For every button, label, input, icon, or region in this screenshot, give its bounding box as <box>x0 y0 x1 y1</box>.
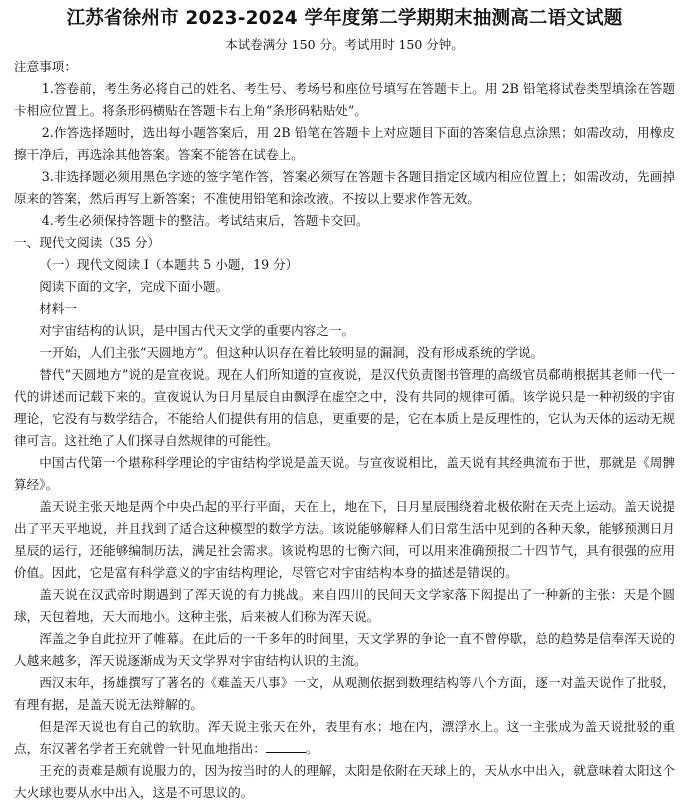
notice-item: 2.作答选择题时，选出每小题答案后，用 2B 铅笔在答题卡上对应题目下面的答案信息点涂黑；如需改动，用橡皮擦干净后，再选涂其他答案。答案不能答在试卷上。 <box>14 125 675 162</box>
material-label: 材料一 <box>39 301 77 316</box>
answer-blank[interactable] <box>266 738 306 753</box>
section-heading: 一、现代文阅读（35 分） <box>14 235 160 250</box>
notice-item: 4.考生必须保持答题卡的整洁。考试结束后，答题卡交回。 <box>41 213 369 228</box>
paragraph: 盖天说主张天地是两个中央凸起的平行平面，天在上，地在下，日月星辰围绕着北极依附在天壳上运动。盖天说提出了平天平地说，并且找到了适合这种模型的数学方法。该说能够解释人们日常生活中见到的各种天象，能够预测日月星辰的运行，还能够编制历法，满足社会需求。该说构思的七衡六间，可以用来准确预报二十四节气，具有很强的应用价值。因此，它是富有科学意义的宇宙结构理论，尽管它对宇宙结构本身的描述是错误的。 <box>14 499 675 580</box>
subsection-heading: （一）现代文阅读 I（本题共 5 小题，19 分） <box>39 257 299 272</box>
paragraph-with-blank <box>14 716 675 760</box>
paragraph: 盖天说在汉武帝时期遇到了浑天说的有力挑战。来自四川的民间天文学家落下闳提出了一种新的主张：天是个圆球，天包着地，天大而地小。这种主张，后来被人们称为浑天说。 <box>14 587 675 624</box>
paragraph: 一开始，人们主张“天圆地方”。但这种认识存在着比较明显的漏洞，没有形成系统的学说。 <box>39 345 544 360</box>
notice-item: 3.非选择题必须用黑色字迹的签字笔作答，答案必须写在答题卡各题目指定区域内相应位置上；如需改动，先画掉原来的答案，然后再写上新答案；不准使用铅笔和涂改液。不按以上要求作答无效。 <box>14 169 675 206</box>
paragraph: 王充的责难是颇有说服力的，因为按当时的人的理解，太阳是依附在天球上的，天从水中出入，就意味着太阳这个大火球也要从水中出入，这是不可思议的。 <box>14 763 675 800</box>
paragraph-text: 但是浑天说也有自己的软肋。浑天说主张天在外，表里有水；地在内，漂浮水上。这一主张成为盖天说批驳的重点，东汉著名学者王充就曾一针见血地指出： <box>14 719 675 756</box>
paragraph: 中国古代第一个堪称科学理论的宇宙结构学说是盖天说。与宣夜说相比，盖天说有其经典流布于世，那就是《周髀算经》。 <box>14 455 675 492</box>
paragraph: 西汉末年，扬雄撰写了著名的《难盖天八事》一文，从观测依据到数理结构等八个方面，逐一对盖天说作了批驳，有理有据，是盖天说无法辩解的。 <box>14 675 675 712</box>
exam-info: 本试卷满分 150 分。考试用时 150 分钟。 <box>225 37 464 52</box>
paragraph: 替代“天圆地方”说的是宣夜说。现在人们所知道的宣夜说，是汉代负责图书管理的高级官员郗萌根据其老师一代一代的讲述而记载下来的。宣夜说认为日月星辰自由飘浮在虚空之中，没有共同的规律可循。该学说只是一种初级的宇宙理论，它没有与数学结合，不能给人们提供有用的信息，更重要的是，它在本质上是反理性的，它认为天体的运动无规律可言。这社绝了人们探寻自然规律的可能性。 <box>14 367 675 448</box>
paragraph: 对宇宙结构的认识，是中国古代天文学的重要内容之一。 <box>39 323 355 338</box>
blank-end-punct: 。 <box>305 741 319 756</box>
paragraph: 浑盖之争自此拉开了帷幕。在此后的一千多年的时间里，天文学界的争论一直不曾停歇，总的趋势是信奉浑天说的人越来越多，浑天说逐渐成为天文学界对宇宙结构认识的主流。 <box>14 631 675 668</box>
page-title: 江苏省徐州市 2023-2024 学年度第二学期期末抽测高二语文试题 <box>66 8 623 29</box>
notice-item: 1.答卷前，考生务必将自己的姓名、考生号、考场号和座位号填写在答题卡上。用 2B 铅笔将试卷类型填涂在答题卡相应位置上。将条形码横贴在答题卡右上角“条形码粘贴处”。 <box>14 81 675 118</box>
instruction: 阅读下面的文字，完成下面小题。 <box>39 279 229 294</box>
notice-heading: 注意事项： <box>14 59 77 74</box>
